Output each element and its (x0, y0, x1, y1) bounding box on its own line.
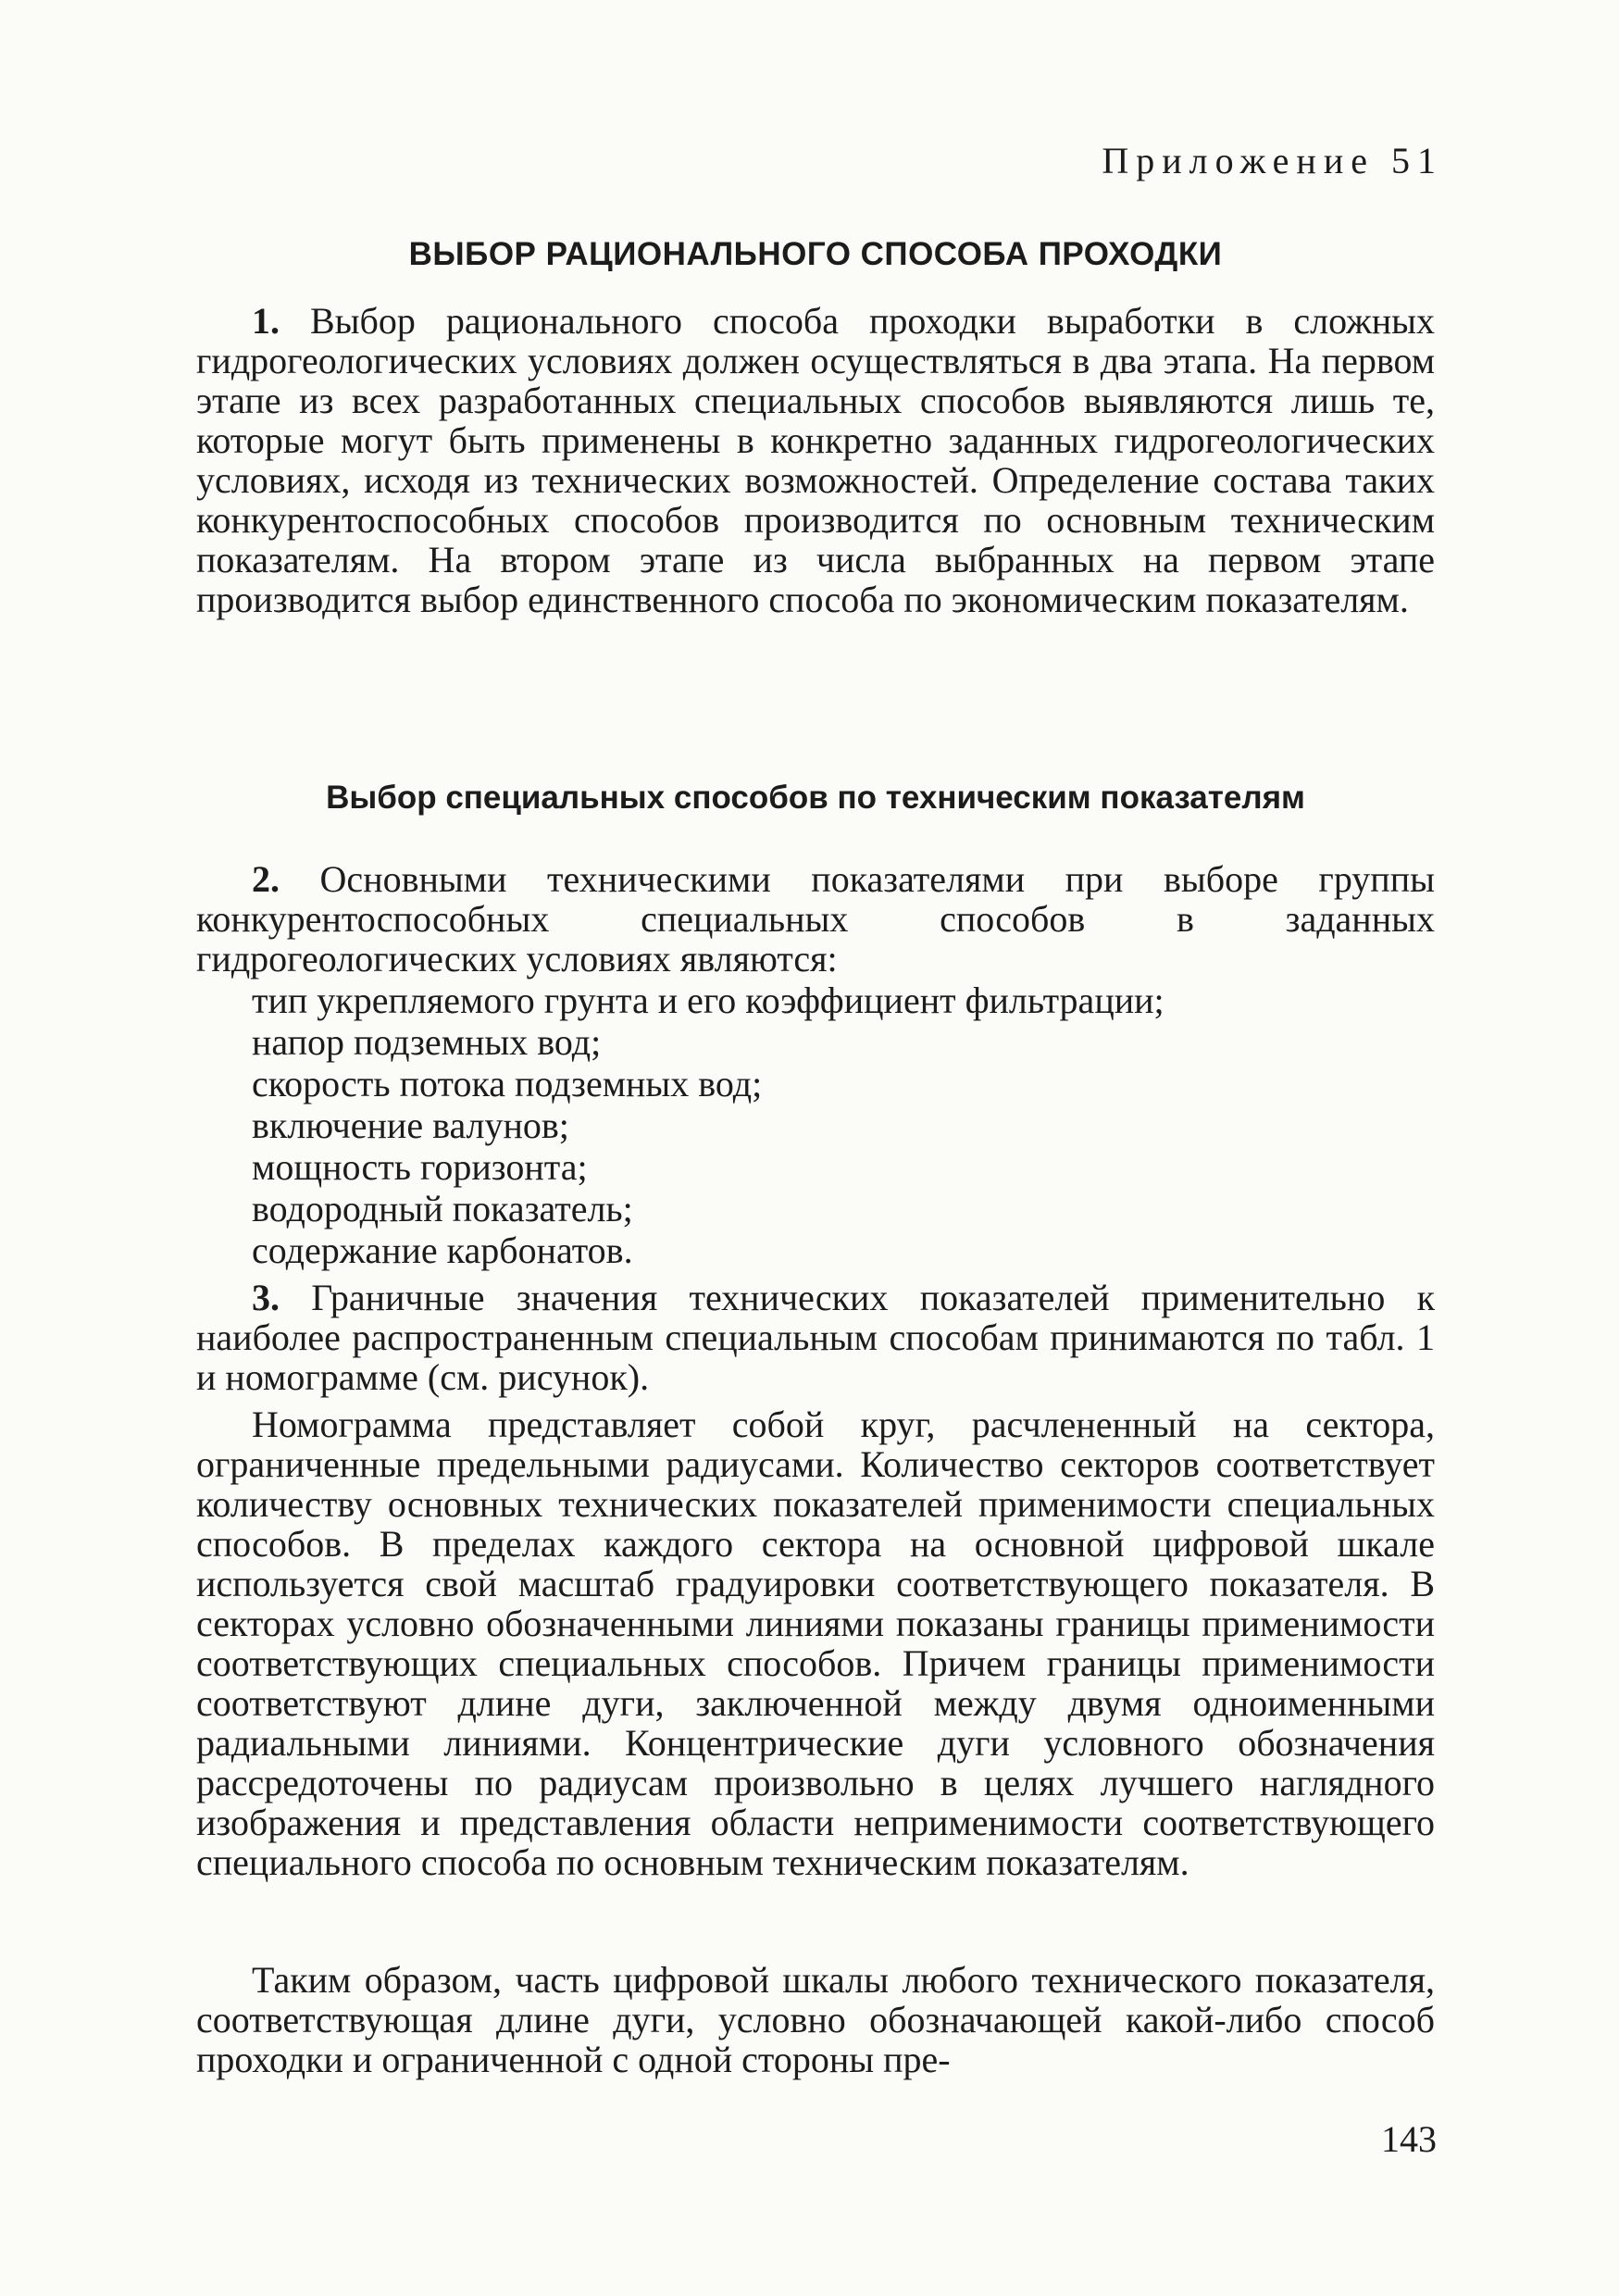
list-item: мощность горизонта; (252, 1146, 588, 1188)
paragraph-4: Номограмма представляет собой круг, расчлененный на сектора, ограниченные предельными радиусами. Количество секторов соответствует количеству основных технических показателей применимости специальных способов. В пределах каждого сектора на основной цифровой шкале используется свой масштаб градуировки соответствующего показателя. В секторах условно обозначенными линиями показаны границы применимости соответствующих специальных способов. Причем границы применимости соответствуют длине дуги, заключенной между двумя одноименными радиальными линиями. Концентрические дуги условного обозначения рассредоточены по радиусам произвольно в целях лучшего наглядного изображения и представления области неприменимости соответствующего специального способа по основным техническим показателям. (196, 1404, 1435, 1883)
paragraph-3-text: Граничные значения технических показателей применительно к наиболее распространенным специальным способам принимаются по табл. 1 и номограмме (см. рисунок). (196, 1277, 1435, 1398)
list-item: водородный показатель; (252, 1188, 633, 1229)
paragraph-3 (196, 1278, 1435, 1397)
paragraph-1-number: 1. (252, 300, 280, 342)
paragraph-1 (196, 301, 1435, 619)
page-title: ВЫБОР РАЦИОНАЛЬНОГО СПОСОБА ПРОХОДКИ (408, 236, 1223, 272)
list-item: включение валунов; (252, 1104, 569, 1146)
list-item: тип укрепляемого грунта и его коэффициент фильтрации; (252, 980, 1164, 1021)
list-item: скорость потока подземных вод; (252, 1063, 763, 1104)
paragraph-2-number: 2. (252, 858, 280, 900)
paragraph-5: Таким образом, часть цифровой шкалы любого технического показателя, соответствующая длине дуги, условно обозначающей какой-либо способ проходки и ограниченной с одной стороны пре- (196, 1959, 1435, 2080)
paragraph-3-number: 3. (252, 1277, 280, 1318)
paragraph-1-text: Выбор рационального способа проходки выработки в сложных гидрогеологических условиях должен осуществляться в два этапа. На первом этапе из всех разработанных специальных способов выявляются лишь те, которые могут быть применены в конкретно заданных гидрогеологических условиях, исходя из технических возможностей. Определение состава таких конкурентоспособных способов производится по основным техническим показателям. На втором этапе из числа выбранных на первом этапе производится выбор единственного способа по экономическим показателям. (196, 300, 1435, 620)
section-title: Выбор специальных способов по техническим показателям (326, 780, 1305, 816)
paragraph-2-text: Основными техническими показателями при выборе группы конкурентоспособных специальных способов в заданных гидрогеологических условиях являются: (196, 858, 1435, 980)
page-number: 143 (1381, 2118, 1437, 2160)
indicator-list (252, 980, 1164, 1271)
paragraph-2 (196, 859, 1435, 979)
list-item: напор подземных вод; (252, 1021, 602, 1063)
appendix-label: Приложение 51 (1102, 140, 1443, 181)
list-item: содержание карбонатов. (252, 1229, 633, 1271)
